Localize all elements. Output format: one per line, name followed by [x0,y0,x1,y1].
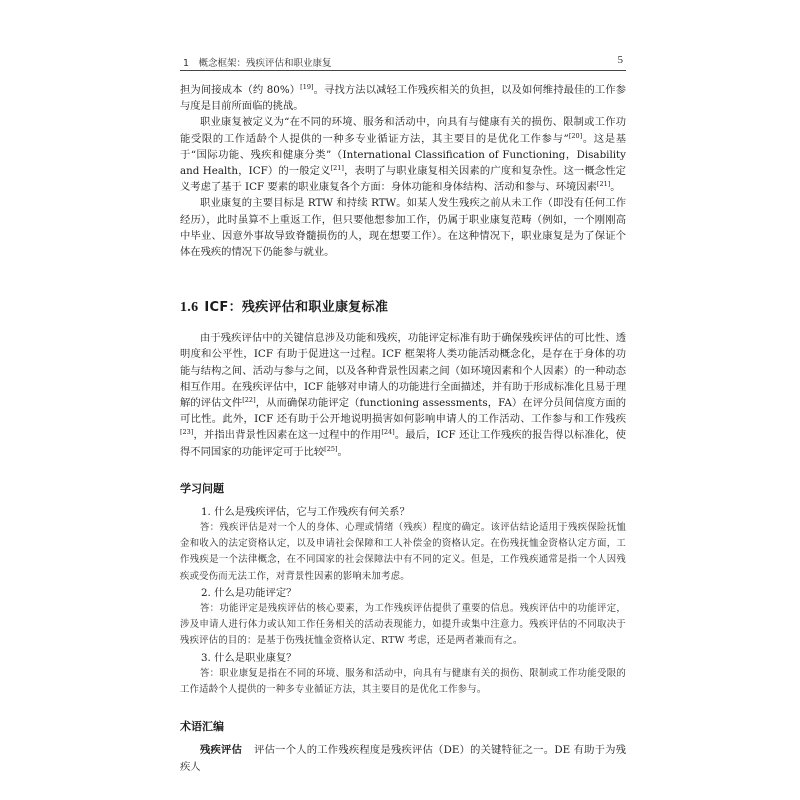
citation: [25] [324,444,338,453]
citation: [20] [568,131,583,140]
answer-2: 答：功能评定是残疾评估的核心要素，为工作残疾评估提供了重要的信息。残疾评估中的功能评定，涉及申请人进行体力或认知工作任务相关的活动表现能力，如提升或集中注意力。残疾评估的不同取决于残疾评估的目的：是基于伤残抚恤金资格认定、RTW 考虑，还是两者兼而有之。 [180,603,626,647]
study-questions-heading: 学习问题 [180,481,224,495]
paragraph-1: 担为间接成本（约 80%）[19]。寻找方法以减轻工作残疾相关的负担，以及如何维持最佳的工作参与度是目前所面临的挑战。 [180,83,626,113]
answer-1: 答：残疾评估是对一个人的身体、心理或情绪（残疾）程度的确定。该评估结论适用于残疾保险抚恤金和收入的法定资格认定，以及申请社会保障和工人补偿金的资格认定。在伤残抚恤金资格认定方面，工作残疾是一个法律概念，在不同国家的社会保障法中有不同的定义。但是，工作残疾通常是指一个人因残疾或受伤而无法工作，对背景性因素的影响未加考虑。 [180,522,626,582]
question-1: 1. 什么是残疾评估，它与工作残疾有何关系？ [201,505,410,518]
question-2: 2. 什么是功能评定？ [201,586,297,599]
section-heading [180,296,626,316]
answer-3: 答：职业康复是指在不同的环境、服务和活动中，向具有与健康有关的损伤、限制或工作功能受限的工作适龄个人提供的一种多专业循证方法，其主要目的是优化工作参与。 [180,667,626,696]
glossary-term: 残疾评估 [200,744,243,757]
citation: [22] [242,396,256,405]
citation: [24] [381,428,395,437]
citation: [21] [330,164,344,173]
page-number: 5 [617,54,623,66]
paragraph-3: 职业康复的主要目标是 RTW 和持续 RTW。如某人发生残疾之前从未工作（即没有任何工作经历），此时虽算不上重返工作，但只要他想参加工作，仍属于职业康复范畴（例如，一个刚刚高中毕业、因意外事故导致脊髓损伤的人，现在想要工作）。在这种情况下，职业康复是为了保证个体在残疾的情况下仍能参与就业。 [180,197,626,259]
glossary-entry [180,742,626,774]
section-number: 1.6 [180,300,199,316]
paragraph-4: 由于残疾评估中的关键信息涉及功能和残疾，功能评定标准有助于确保残疾评估的可比性、透明度和公平性，ICF 有助于促进这一过程。ICF 框架将人类功能活动概念化，是存在于身体的功能与结构之间、活动与参与之间，以及各种背景性因素之间（如环境因素和个人因素）的一种动态相互作用。在残疾评估中，ICF 能够对申请人的功能进行全面描述，并有助于形成标准化且易于理解的评估文件[22]，从而确保功能评定（functioning assessments，FA）在评分员间信度方面的可比性。此外，ICF 还有助于公开地说明损害如何影响申请人的工作活动、工作参与和工作残疾[23]，并指出背景性因素在这一过程中的作用[24]。最后，ICF 还让工作残疾的报告得以标准化，使得不同国家的功能评定可于比较[25]。 [180,332,627,458]
header-divider [180,70,626,71]
citation: [19] [300,83,314,91]
citation: [23] [180,428,194,437]
citation: [21] [596,180,611,189]
section-title: ICF：残疾评估和职业康复标准 [204,300,389,316]
page-body [180,82,626,775]
paragraph-2: 职业康复被定义为“在不同的环境、服务和活动中，向具有与健康有关的损伤、限制或工作功能受限的工作适龄个人提供的一种多专业循证方法，其主要目的是优化工作参与”[20]。这是基于“国际功能、残疾和健康分类”（International Classification of Functioning，Disability and Health，ICF）的一般定义[21]，表明了与职业康复相关因素的广度和复杂性。这一概念性定义考虑了基于 ICF 要素的职业康复各个方面：身体功能和身体结构、活动和参与、环境因素[21]。 [180,116,627,194]
glossary-definition: 评估一个人的工作残疾程度是残疾评估（DE）的关键特征之一。DE 有助于为残疾人 [180,744,626,773]
glossary-heading: 术语汇编 [180,720,224,734]
chapter-title: 1 概念框架：残疾评估和职业康复 [183,58,332,69]
question-3: 3. 什么是职业康复？ [201,651,297,664]
running-header [183,55,623,69]
